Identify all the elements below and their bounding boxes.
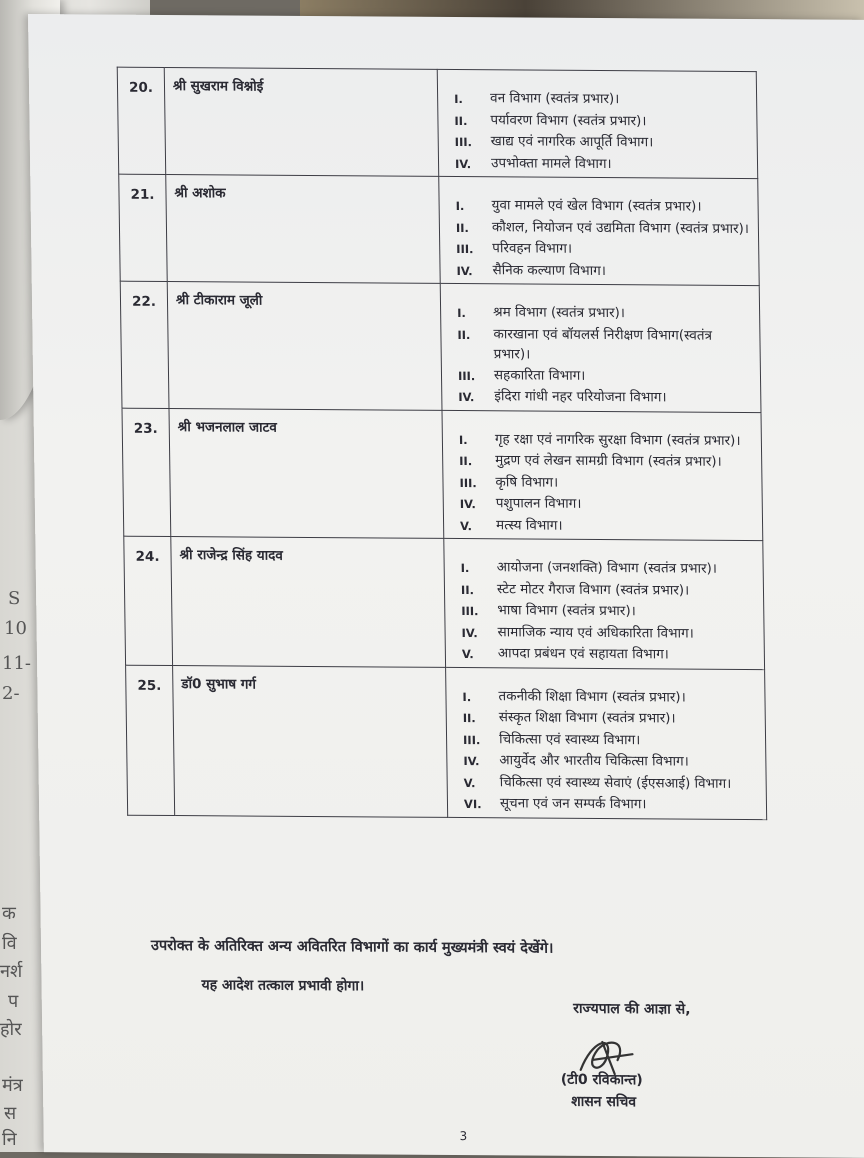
roman-numeral: I. xyxy=(455,198,465,214)
minister-name: श्री टीकाराम जूली xyxy=(167,281,442,409)
department-item xyxy=(459,429,753,453)
serial-number: 20. xyxy=(117,67,165,174)
department-item xyxy=(461,600,755,624)
underlying-page-text: 11- xyxy=(2,653,31,674)
department-name: तकनीकी शिक्षा विभाग (स्वतंत्र प्रभार)। xyxy=(498,687,686,706)
roman-numeral: IV. xyxy=(458,390,475,405)
department-item xyxy=(456,259,750,283)
department-item xyxy=(456,238,750,262)
department-name: चिकित्सा एवं स्वास्थ्य सेवाएं (ईएसआई) विभाग। xyxy=(499,773,732,792)
roman-numeral: V. xyxy=(461,647,474,662)
roman-numeral: III. xyxy=(454,134,473,150)
minister-row xyxy=(120,281,761,412)
department-item xyxy=(455,131,749,155)
footer-effect-line: यह आदेश तत्काल प्रभावी होगा। xyxy=(201,977,365,995)
department-name: स्टेट मोटर गैराज विभाग (स्वतंत्र प्रभार)। xyxy=(496,580,690,599)
footer-note: उपरोक्त के अतिरिक्त अन्य अवितरित विभागों का कार्य मुख्यमंत्री स्वयं देखेंगे। xyxy=(150,937,554,957)
department-name: पर्यावरण विभाग (स्वतंत्र प्रभार)। xyxy=(490,111,647,129)
serial-number: 22. xyxy=(120,281,169,408)
department-item xyxy=(460,515,754,539)
department-name: श्रम विभाग (स्वतंत्र प्रभार)। xyxy=(493,304,626,322)
department-item xyxy=(463,729,757,753)
department-list xyxy=(446,667,767,819)
roman-numeral: V. xyxy=(460,518,472,533)
roman-numeral: III. xyxy=(456,241,474,257)
department-item xyxy=(461,622,755,646)
signatory-title: शासन सचिव xyxy=(571,1093,637,1111)
department-item xyxy=(455,195,749,219)
department-name: आयुर्वेद और भारतीय चिकित्सा विभाग। xyxy=(499,752,689,770)
department-item xyxy=(464,793,758,817)
underlying-page-text: क xyxy=(2,903,16,924)
department-name: चिकित्सा एवं स्वास्थ्य विभाग। xyxy=(498,730,641,748)
page-number: 3 xyxy=(459,1129,468,1144)
department-item xyxy=(454,88,748,112)
minister-row xyxy=(119,174,759,285)
signatory-name: (टी0 रविकान्त) xyxy=(560,1071,643,1089)
department-name: कारखाना एवं बॉयलर्स निरीक्षण विभाग(स्वतंत्र प्रभार)। xyxy=(493,325,713,363)
department-name: सामाजिक न्याय एवं अधिकारिता विभाग। xyxy=(497,623,694,642)
roman-numeral: II. xyxy=(454,113,468,128)
minister-row xyxy=(117,67,757,178)
roman-numeral: I. xyxy=(460,561,470,576)
roman-numeral: III. xyxy=(459,475,477,490)
underlying-page-text: होर xyxy=(0,1019,22,1040)
department-name: परिवहन विभाग। xyxy=(492,240,573,257)
roman-numeral: I. xyxy=(454,91,463,107)
minister-name: श्री अशोक xyxy=(166,174,440,283)
minister-name: श्री भजनलाल जाटव xyxy=(169,408,444,538)
underlying-page-text: मंत्र xyxy=(2,1075,23,1096)
department-item xyxy=(460,493,754,517)
underlying-page-text: स xyxy=(4,1103,17,1124)
department-item xyxy=(459,450,753,474)
department-list xyxy=(440,283,761,412)
minister-name: श्री सुखराम विश्नोई xyxy=(164,67,438,176)
department-item xyxy=(463,750,757,774)
department-list xyxy=(444,538,765,669)
serial-number: 25. xyxy=(126,665,175,815)
serial-number: 24. xyxy=(124,536,173,665)
roman-numeral: I. xyxy=(458,432,468,447)
roman-numeral: II. xyxy=(457,327,471,342)
department-name: सैनिक कल्याण विभाग। xyxy=(492,261,607,279)
roman-numeral: V. xyxy=(463,775,476,790)
department-name: गृह रक्षा एवं नागरिक सुरक्षा विभाग (स्वतंत्र प्रभार)। xyxy=(494,430,741,449)
department-item xyxy=(456,216,750,240)
roman-numeral: IV. xyxy=(461,625,478,640)
department-name: आपदा प्रबंधन एवं सहायता विभाग। xyxy=(497,645,669,663)
minister-name: श्री राजेन्द्र सिंह यादव xyxy=(171,536,446,666)
underlying-page-text: वि xyxy=(2,933,17,954)
department-name: पशुपालन विभाग। xyxy=(495,495,582,512)
roman-numeral: I. xyxy=(457,305,466,321)
department-item xyxy=(463,707,757,731)
minister-row xyxy=(124,536,765,669)
department-item xyxy=(461,557,755,581)
roman-numeral: IV. xyxy=(454,156,472,171)
department-name: कौशल, नियोजन एवं उद्यमिता विभाग (स्वतंत्र प्रभार)। xyxy=(491,218,750,237)
document-page xyxy=(28,14,864,1158)
roman-numeral: IV. xyxy=(459,497,476,512)
roman-numeral: III. xyxy=(462,732,481,747)
underlying-page-text: 10 xyxy=(4,618,27,639)
department-list xyxy=(437,69,757,178)
department-name: इंदिरा गांधी नहर परियोजना विभाग। xyxy=(494,388,667,406)
minister-name: डॉ0 सुभाष गर्ग xyxy=(173,665,448,817)
department-name: खाद्य एवं नागरिक आपूर्ति विभाग। xyxy=(490,133,654,151)
roman-numeral: II. xyxy=(462,711,476,726)
department-item xyxy=(459,472,753,496)
underlying-page-text: प xyxy=(8,991,19,1012)
department-item xyxy=(462,643,756,667)
department-item xyxy=(457,323,752,366)
department-name: मत्स्य विभाग। xyxy=(495,516,563,534)
department-item xyxy=(462,686,756,710)
department-name: उपभोक्ता मामले विभाग। xyxy=(490,154,612,172)
roman-numeral: I. xyxy=(462,689,472,704)
department-name: युवा मामले एवं खेल विभाग (स्वतंत्र प्रभार)। xyxy=(491,197,702,215)
department-list xyxy=(439,176,759,285)
department-item xyxy=(457,302,751,326)
department-name: आयोजना (जनशक्ति) विभाग (स्वतंत्र प्रभार)। xyxy=(496,559,718,577)
roman-numeral: II. xyxy=(455,220,469,235)
roman-numeral: III. xyxy=(457,368,476,383)
roman-numeral: IV. xyxy=(456,263,473,278)
department-name: सहकारिता विभाग। xyxy=(493,366,586,384)
department-item xyxy=(461,579,755,603)
roman-numeral: II. xyxy=(460,582,475,597)
department-item xyxy=(454,109,748,133)
roman-numeral: IV. xyxy=(463,754,480,769)
underlying-page-text: नि xyxy=(2,1129,17,1150)
department-item xyxy=(464,772,758,796)
minister-department-table xyxy=(117,67,767,820)
underlying-page-text: 2- xyxy=(2,683,20,704)
department-name: मुद्रण एवं लेखन सामग्री विभाग (स्वतंत्र प्रभार)। xyxy=(495,452,722,470)
underlying-page-text: S xyxy=(8,588,21,609)
department-name: कृषि विभाग। xyxy=(495,473,559,491)
department-item xyxy=(458,386,752,410)
serial-number: 21. xyxy=(119,174,167,281)
serial-number: 23. xyxy=(122,408,171,537)
minister-row xyxy=(126,665,767,819)
underlying-page-text: नर्श xyxy=(0,961,23,982)
department-item xyxy=(458,365,752,389)
department-list xyxy=(442,410,763,541)
roman-numeral: II. xyxy=(459,454,473,469)
department-name: संस्कृत शिक्षा विभाग (स्वतंत्र प्रभार)। xyxy=(498,709,676,727)
signature-order-line: राज्यपाल की आज्ञा से, xyxy=(573,1000,691,1018)
department-name: वन विभाग (स्वतंत्र प्रभार)। xyxy=(490,90,620,108)
roman-numeral: III. xyxy=(461,604,479,619)
department-name: भाषा विभाग (स्वतंत्र प्रभार)। xyxy=(497,602,636,620)
department-item xyxy=(455,152,749,176)
department-name: सूचना एवं जन सम्पर्क विभाग। xyxy=(499,795,647,813)
roman-numeral: VI. xyxy=(463,797,482,812)
minister-row xyxy=(122,408,763,541)
